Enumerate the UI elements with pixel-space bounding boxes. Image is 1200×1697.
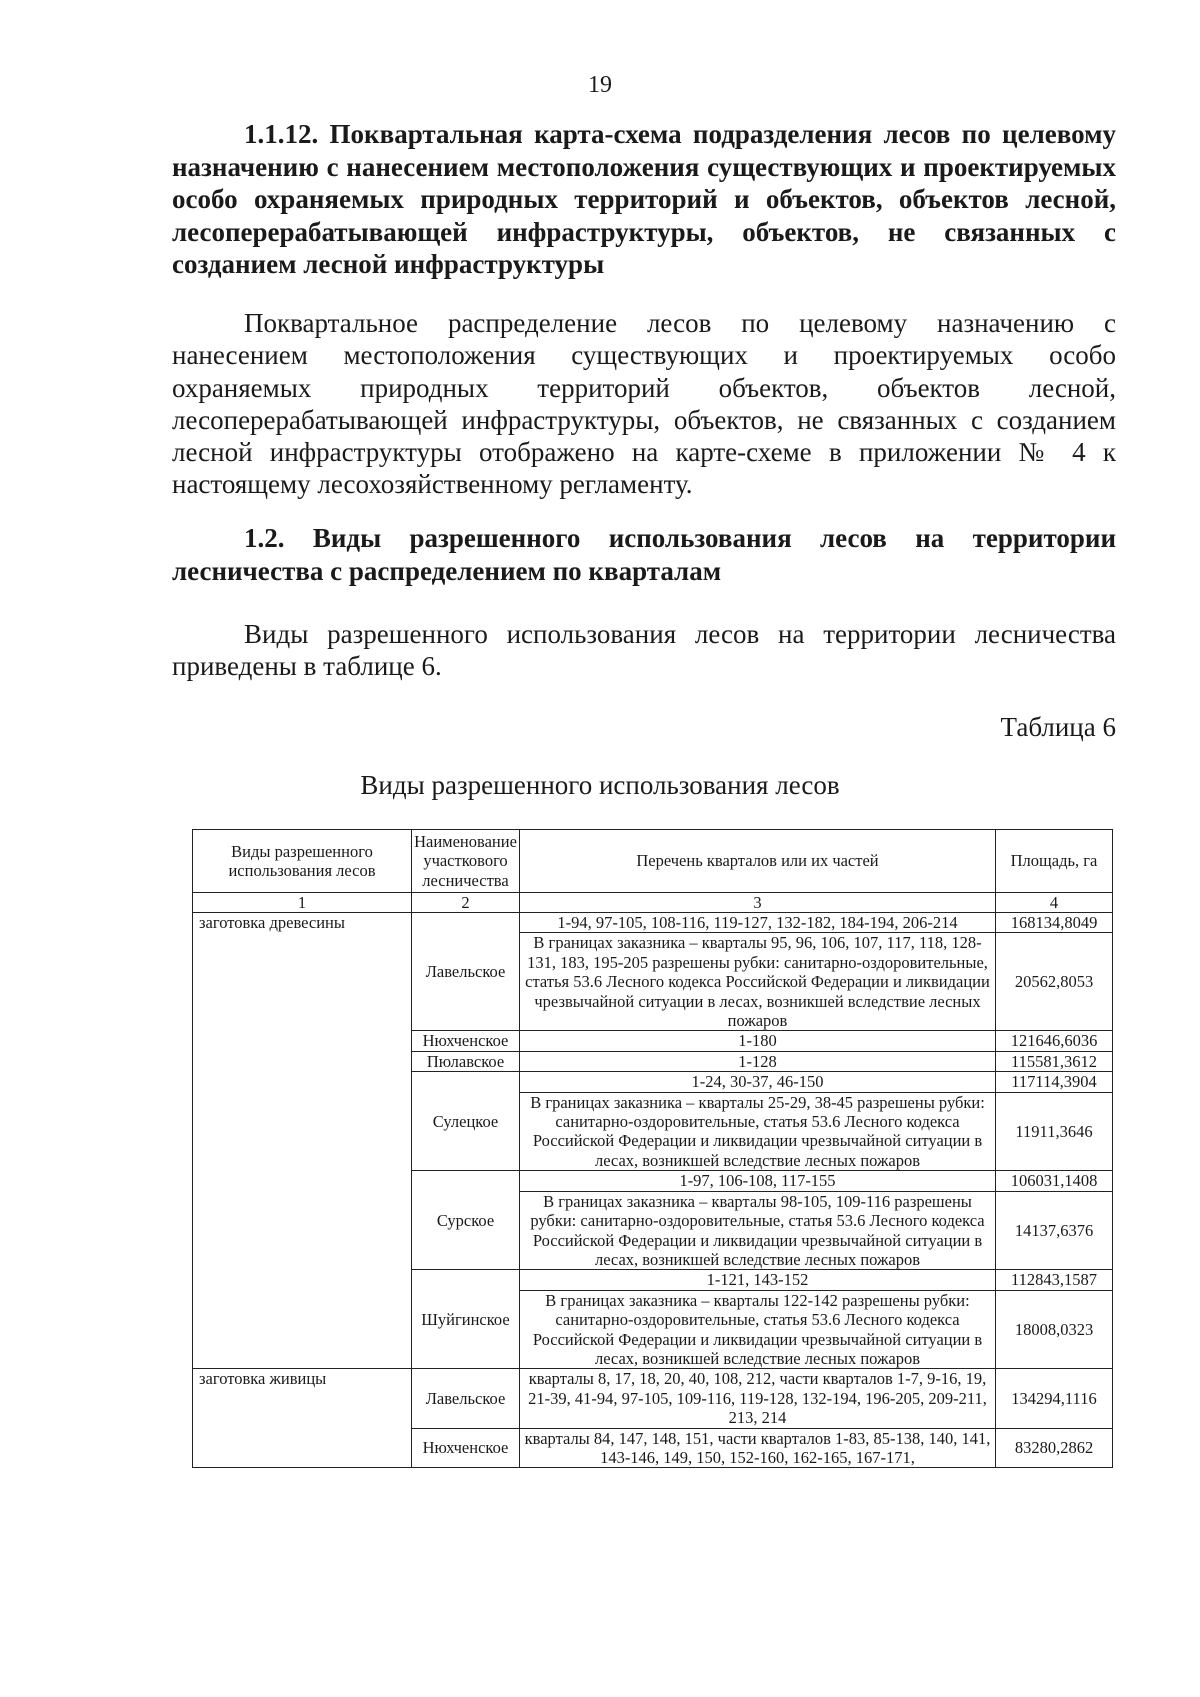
quarters-cell: В границах заказника – кварталы 25-29, 38-45 разрешены рубки: санитарно-оздоровительные, статья 53.6 Лесного кодекса Российской Федерации и ликвидации чрезвычайной ситуации в лесах, возникшей вследствие лесных пожаров — [520, 1092, 996, 1171]
column-number: 2 — [412, 893, 520, 913]
area-cell: 117114,3904 — [996, 1072, 1113, 1092]
column-number-row — [193, 893, 1113, 913]
column-number: 3 — [520, 893, 996, 913]
table-row — [193, 913, 1113, 933]
area-cell: 115581,3612 — [996, 1051, 1113, 1071]
area-cell: 20562,8053 — [996, 933, 1113, 1031]
page-number: 19 — [588, 72, 612, 98]
header-district: Наименование участкового лесничества — [412, 830, 520, 893]
quarters-cell: В границах заказника – кварталы 95, 96, 106, 107, 117, 118, 128-131, 183, 195-205 разрешены рубки: санитарно-оздоровительные, статья 53.6 Лесного кодекса Российской Федерации и ликвидации чрезвычайной ситуации в лесах, возникшей вследствие лесных пожаров — [520, 933, 996, 1031]
use-type-cell: заготовка древесины — [193, 913, 412, 1369]
section-paragraph-1-1-12: Поквартальное распределение лесов по целевому назначению с нанесением местоположения существующих и проектируемых особо охраняемых природных территорий объектов, объектов лесной, лесоперерабатывающей инфраструктуры, объектов, не связанных с созданием лесной инфраструктуры отображено на карте-схеме в приложении № 4 к настоящему лесохозяйственному регламенту. — [172, 308, 1116, 500]
quarters-cell: 1-128 — [520, 1051, 996, 1071]
district-cell: Нюхченское — [412, 1031, 520, 1051]
area-cell: 106031,1408 — [996, 1171, 1113, 1191]
table-row — [193, 1369, 1113, 1428]
quarters-cell: кварталы 8, 17, 18, 20, 40, 108, 212, части кварталов 1-7, 9-16, 19, 21-39, 41-94, 97-105, 109-116, 119-128, 132-194, 196-205, 209-211, 213, 214 — [520, 1369, 996, 1428]
district-cell: Сурское — [412, 1171, 520, 1270]
district-cell: Сулецкое — [412, 1072, 520, 1171]
column-number: 4 — [996, 893, 1113, 913]
area-cell: 134294,1116 — [996, 1369, 1113, 1428]
quarters-cell: 1-24, 30-37, 46-150 — [520, 1072, 996, 1092]
quarters-cell: 1-94, 97-105, 108-116, 119-127, 132-182, 184-194, 206-214 — [520, 913, 996, 933]
header-quarters: Перечень кварталов или их частей — [520, 830, 996, 893]
section-paragraph-1-2: Виды разрешенного использования лесов на территории лесничества приведены в таблице 6. — [172, 619, 1116, 682]
table-label: Таблица 6 — [1000, 712, 1116, 742]
column-number: 1 — [193, 893, 412, 913]
area-cell: 14137,6376 — [996, 1191, 1113, 1270]
table-title: Виды разрешенного использования лесов — [360, 770, 840, 800]
quarters-cell: 1-121, 143-152 — [520, 1270, 996, 1290]
quarters-cell: кварталы 84, 147, 148, 151, части кварталов 1-83, 85-138, 140, 141, 143-146, 149, 150, 152-160, 162-165, 167-171, — [520, 1428, 996, 1468]
section-heading-1-1-12: 1.1.12. Поквартальная карта-схема подразделения лесов по целевому назначению с нанесением местоположения существующих и проектируемых особо охраняемых природных территорий и объектов, объектов лесной, лесоперерабатывающей инфраструктуры, объектов, не связанных с созданием лесной инфраструктуры — [172, 119, 1116, 279]
header-use-type: Виды разрешенного использования лесов — [193, 830, 412, 893]
table-header-row — [193, 830, 1113, 893]
header-area: Площадь, га — [996, 830, 1113, 893]
district-cell: Шуйгинское — [412, 1270, 520, 1369]
area-cell: 168134,8049 — [996, 913, 1113, 933]
use-type-cell: заготовка живицы — [193, 1369, 412, 1468]
quarters-cell: 1-180 — [520, 1031, 996, 1051]
area-cell: 11911,3646 — [996, 1092, 1113, 1171]
area-cell: 18008,0323 — [996, 1290, 1113, 1369]
forest-use-table — [192, 829, 1113, 1468]
area-cell: 121646,6036 — [996, 1031, 1113, 1051]
area-cell: 83280,2862 — [996, 1428, 1113, 1468]
district-cell: Лавельское — [412, 913, 520, 1031]
quarters-cell: 1-97, 106-108, 117-155 — [520, 1171, 996, 1191]
district-cell: Лавельское — [412, 1369, 520, 1428]
section-heading-1-2: 1.2. Виды разрешенного использования лесов на территории лесничества с распределением по кварталам — [172, 523, 1116, 586]
district-cell: Пюлавское — [412, 1051, 520, 1071]
area-cell: 112843,1587 — [996, 1270, 1113, 1290]
quarters-cell: В границах заказника – кварталы 122-142 разрешены рубки: санитарно-оздоровительные, статья 53.6 Лесного кодекса Российской Федерации и ликвидации чрезвычайной ситуации в лесах, возникшей вследствие лесных пожаров — [520, 1290, 996, 1369]
quarters-cell: В границах заказника – кварталы 98-105, 109-116 разрешены рубки: санитарно-оздоровительные, статья 53.6 Лесного кодекса Российской Федерации и ликвидации чрезвычайной ситуации в лесах, возникшей вследствие лесных пожаров — [520, 1191, 996, 1270]
district-cell: Нюхченское — [412, 1428, 520, 1468]
